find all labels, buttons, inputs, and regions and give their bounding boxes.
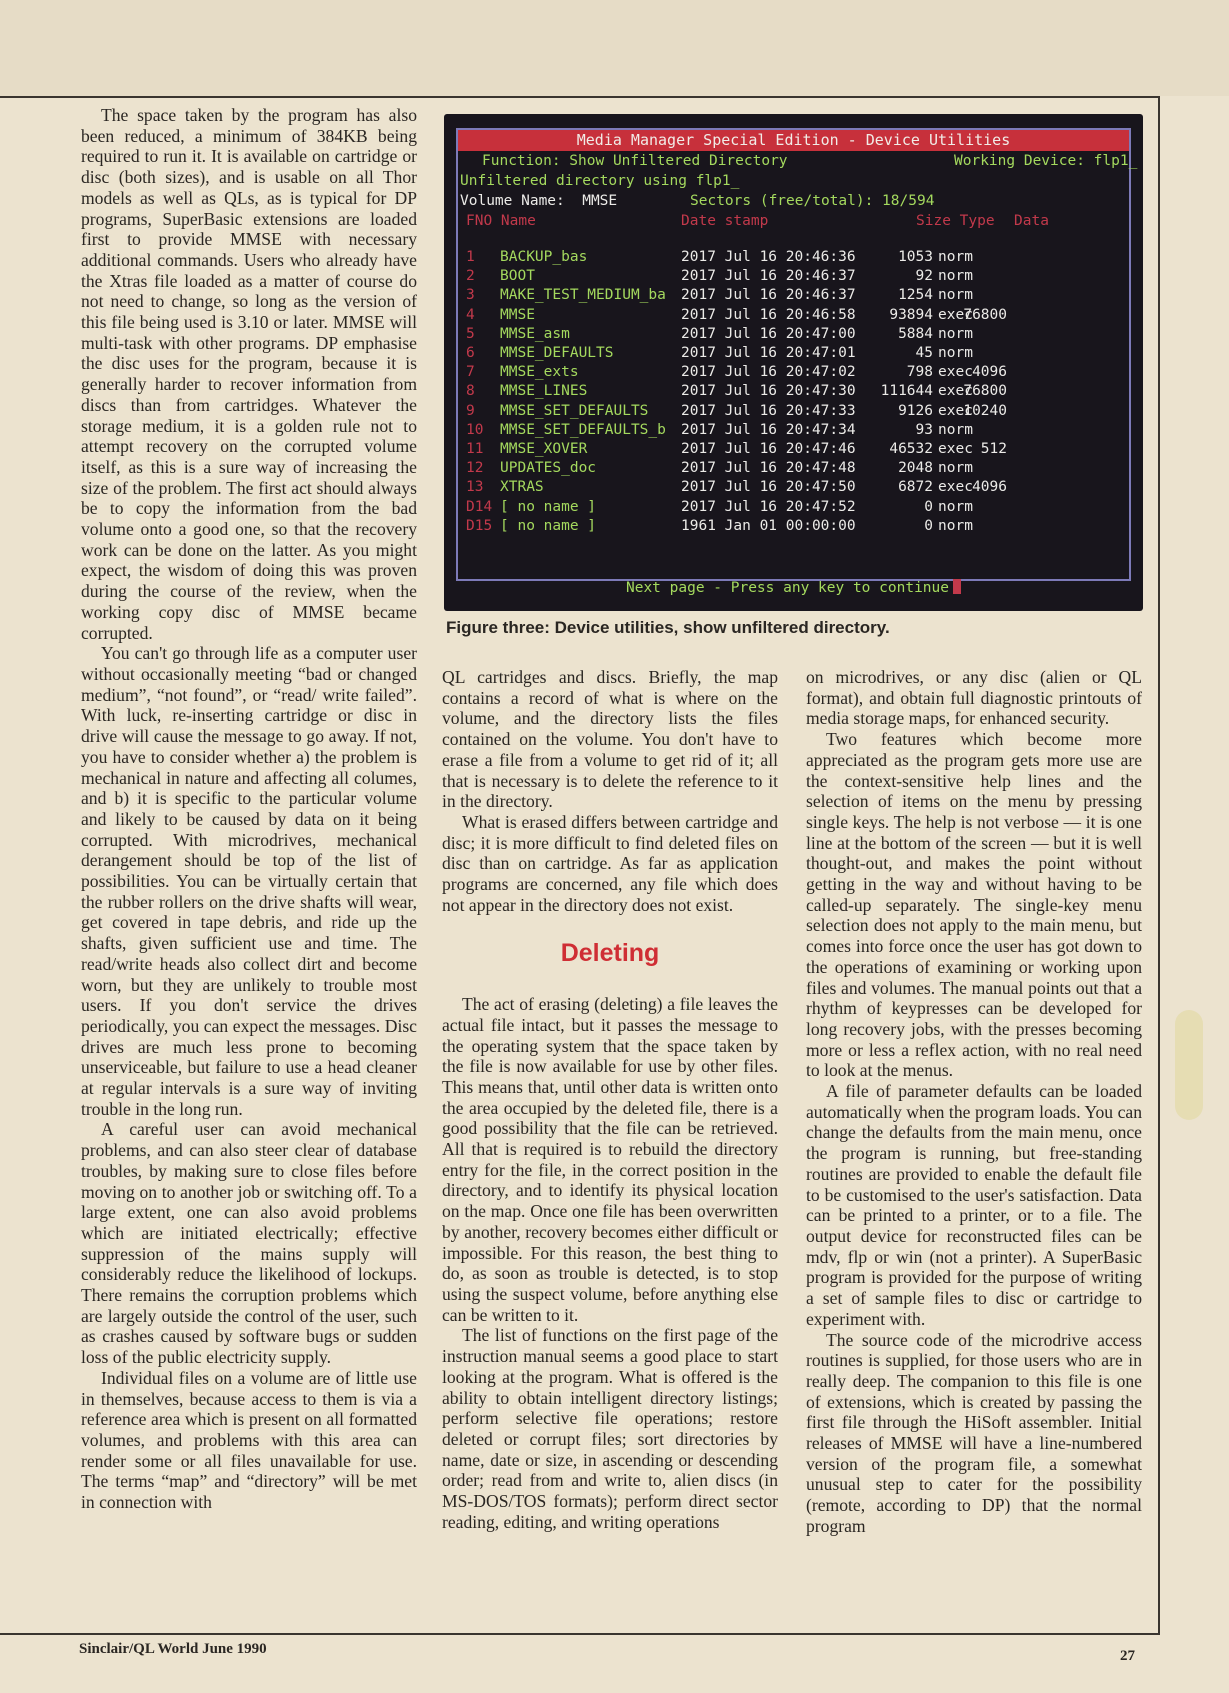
file-name: MMSE_XOVER	[500, 441, 588, 457]
file-type: norm	[938, 325, 973, 342]
file-name: MMSE_SET_DEFAULTS	[500, 402, 649, 419]
paragraph: A file of parameter defaults can be loaded automatically when the program loads. You can change the defaults from the main menu, once the program is running, but free-standing routines are provided to enable the default file to be customised to the user's satisfaction. Data can be printed to a printer, or to a file. The output device for reconstructed files can be mdv, flp or win (not a printer). A SuperBasic program is provided for the purpose of writing a set of sample files to disc or cartridge to experiment with.	[806, 1081, 1142, 1329]
file-date: 2017 Jul 16 20:47:01	[681, 345, 856, 361]
paragraph: You can't go through life as a computer user without occasionally meeting “bad or changed medium”, “not found”, or “read/ write failed”. With luck, re-inserting cartridge or disc in drive will cause the message to go away. If not, you have to consider whether a) the problem is mechanical in nature and affecting all columes, and b) it is specific to the particular volume and likely to be caused by data on it being corrupted. With microdrives, mechanical derangement should be top of the list of possibilities. You can be virtually certain that the rubber rollers on the drive shafts will wear, get covered in tape debris, and ride up the shafts, given sufficient use and time. The read/write heads also collect dirt and become worn, but they are unlikely to trouble most users. If you don't service the drives periodically, you can expect the messages. Disc drives are much less prone to becoming unserviceable, but failure to use a head cleaner at regular intervals is a sure way of inviting trouble in the long run.	[81, 643, 417, 1119]
paragraph: What is erased differs between cartridge and disc; it is more difficult to find deleted files on disc than on cartridge. As far as application programs are concerned, any file which does not appear in the directory does not exist.	[442, 811, 778, 915]
file-name: [ no name ]	[500, 498, 597, 515]
file-type: exec	[938, 402, 973, 419]
file-date: 2017 Jul 16 20:47:46	[681, 441, 856, 457]
file-type: exec	[938, 441, 973, 457]
paragraph: The source code of the microdrive access routines is supplied, for those users who are in really deep. The companion to this file is one of extensions, which is created by passing the first file through the HiSoft assembler. Initial releases of MMSE will have a line-numbered version of the program file, a somewhat unusual step to cater for the possibility (remote, according to DP) that the normal program	[806, 1329, 1142, 1536]
volume-name: Volume Name: MMSE	[460, 193, 618, 209]
file-number: 9	[466, 402, 475, 419]
file-size: 92	[915, 268, 933, 285]
file-number: 10	[466, 421, 484, 438]
file-size: 9126	[898, 402, 933, 419]
paragraph: The act of erasing (deleting) a file leaves the actual file intact, but it passes the message to the operating system that the space taken by the file is now available for use by other files. This means that, until other data is written onto the area occupied by the deleted file, there is a good possibility that the file can be retrieved. All that is required is to rebuild the directory entry for the file, in the correct position in the directory, and to identify its physical location on the map. Once one file has been overwritten by another, recovery becomes either difficult or impossible. For this reason, the best thing to do, as soon as trouble is detected, is to stop using the suspect volume, before anything else can be written to it.	[442, 994, 778, 1325]
file-date: 2017 Jul 16 20:47:34	[681, 421, 856, 438]
file-type: exec	[938, 383, 973, 400]
file-date: 2017 Jul 16 20:46:36	[681, 249, 856, 265]
file-type: norm	[938, 421, 973, 438]
file-date: 1961 Jan 01 00:00:00	[681, 517, 856, 534]
file-date: 2017 Jul 16 20:47:02	[681, 364, 856, 381]
column-3	[806, 667, 1142, 1537]
paragraph: The list of functions on the first page of the instruction manual seems a good place to start looking at the program. What is offered is the ability to obtain intelligent directory listings; perform selective file operations; restore deleted or corrupt files; sort directories by name, date or size, in ascending or descending order; read from and write to, alien discs (in MS-DOS/TOS formats); perform direct sector reading, editing, and writing operations	[442, 1325, 778, 1532]
screen-title-bar: Media Manager Special Edition - Device Utilities	[458, 130, 1129, 151]
footer-hint-text: Next page - Press any key to continue	[625, 580, 949, 596]
file-number: 7	[466, 364, 475, 381]
file-type: exec	[938, 306, 973, 323]
file-number: 4	[466, 306, 475, 323]
file-name: MMSE_exts	[500, 364, 579, 381]
file-name: BACKUP_bas	[500, 249, 588, 265]
paragraph: Two features which become more appreciated as the program gets more use are the context-sensitive help lines and the selection of items on the menu by pressing single keys. The help is not verbose — it is one line at the bottom of the screen — but it is well thought-out, and makes the point without getting in the way and without having to be called-up separately. The single-key menu selection does not apply to the main menu, but comes into force once the user has got down to the operations of examining or working upon files and volumes. The manual points out that a rhythm of keypresses can be developed for long recovery jobs, with the presses becoming more or less a reflex action, with no real need to look at the menus.	[806, 729, 1142, 1081]
file-name: MMSE	[500, 306, 535, 323]
file-name: UPDATES_doc	[500, 460, 597, 477]
text-cursor	[953, 579, 961, 594]
file-number: 1	[466, 249, 475, 265]
file-number: D15	[466, 517, 493, 534]
file-name: XTRAS	[500, 479, 544, 496]
file-name: MMSE_asm	[500, 325, 570, 342]
file-number: 5	[466, 325, 475, 342]
file-type: exec	[938, 364, 973, 381]
file-date: 2017 Jul 16 20:47:33	[681, 402, 856, 419]
file-type: norm	[938, 287, 973, 304]
working-device: Working Device: flp1_	[954, 153, 1138, 169]
file-type: norm	[938, 268, 973, 285]
screen-footer-hint	[444, 579, 1143, 596]
paragraph: A careful user can avoid mechanical problems, and can also steer clear of database troubles, by making sure to close files before moving on to another job or switching off. To a large extent, one can also avoid problems which are initiated electrically; effective suppression of the mains supply will considerably reduce the likelihood of lockups. There remains the corruption problems which are largely outside the control of the user, such as crashes caused by software bugs or sudden loss of the public electricity supply.	[81, 1119, 417, 1368]
file-size: 0	[924, 517, 933, 534]
file-date: 2017 Jul 16 20:46:37	[681, 268, 856, 285]
file-type: norm	[938, 249, 973, 265]
file-size: 5884	[898, 325, 933, 342]
file-date: 2017 Jul 16 20:47:52	[681, 498, 856, 515]
column-2	[442, 667, 778, 1532]
file-size: 798	[906, 364, 933, 381]
header-size-type: Size Type	[916, 213, 995, 229]
file-data: 76800	[963, 383, 1007, 400]
paragraph: QL cartridges and discs. Briefly, the map contains a record of what is where on the volume, and the directory lists the files contained on the volume. You don't have to erase a file from a volume to get rid of it; all that is necessary is to delete the reference to it in the directory.	[442, 667, 778, 812]
figure-caption: Figure three: Device utilities, show unfiltered directory.	[446, 618, 890, 637]
file-size: 1254	[898, 287, 933, 304]
file-data: 512	[980, 441, 1007, 457]
header-data: Data	[1014, 213, 1049, 229]
file-type: norm	[938, 517, 973, 534]
file-number: 13	[466, 479, 484, 496]
file-name: [ no name ]	[500, 517, 597, 534]
file-size: 111644	[880, 383, 933, 400]
screen-subtitle: Unfiltered directory using flp1_	[460, 173, 740, 189]
file-name: MMSE_DEFAULTS	[500, 345, 614, 361]
file-size: 6872	[898, 479, 933, 496]
file-size: 93	[915, 421, 933, 438]
paragraph: Individual files on a volume are of little use in themselves, because access to them is via a reference area which is present on all formatted volumes, and problems with this area can render some or all files unavailable for use. The terms “map” and “directory” will be met in connection with	[81, 1367, 417, 1513]
file-size: 93894	[889, 306, 933, 323]
file-type: norm	[938, 345, 973, 361]
file-data: 76800	[963, 306, 1007, 323]
page-number: 27	[1120, 1648, 1135, 1664]
column-1	[81, 105, 417, 1513]
file-name: MAKE_TEST_MEDIUM_ba	[500, 287, 666, 304]
screen-figure	[444, 114, 1143, 611]
file-date: 2017 Jul 16 20:47:00	[681, 325, 856, 342]
sectors-info: Sectors (free/total): 18/594	[690, 193, 935, 209]
file-number: 11	[466, 441, 484, 457]
file-name: BOOT	[500, 268, 535, 285]
file-type: norm	[938, 498, 973, 515]
file-size: 2048	[898, 460, 933, 477]
section-heading: Deleting	[560, 939, 660, 968]
file-number: 2	[466, 268, 475, 285]
file-date: 2017 Jul 16 20:47:50	[681, 479, 856, 496]
file-size: 0	[924, 498, 933, 515]
publication-footer: Sinclair/QL World June 1990	[79, 1641, 267, 1657]
file-data: 10240	[963, 402, 1007, 419]
file-number: 3	[466, 287, 475, 304]
file-type: exec	[938, 479, 973, 496]
file-size: 45	[915, 345, 933, 361]
file-number: D14	[466, 498, 493, 515]
file-date: 2017 Jul 16 20:47:30	[681, 383, 856, 400]
file-number: 8	[466, 383, 475, 400]
file-date: 2017 Jul 16 20:47:48	[681, 460, 856, 477]
file-data: 4096	[972, 479, 1007, 496]
file-data: 4096	[972, 364, 1007, 381]
header-date: Date stamp	[681, 213, 769, 229]
file-name: MMSE_SET_DEFAULTS_b	[500, 421, 666, 438]
file-number: 12	[466, 460, 484, 477]
file-date: 2017 Jul 16 20:46:37	[681, 287, 856, 304]
file-date: 2017 Jul 16 20:46:58	[681, 306, 856, 323]
paper-stain	[1175, 1010, 1203, 1120]
function-line: Function: Show Unfiltered Directory	[482, 153, 788, 169]
page-margin-top	[0, 0, 1229, 96]
file-type: norm	[938, 460, 973, 477]
paragraph: on microdrives, or any disc (alien or QL format), and obtain full diagnostic printouts of media storage maps, for enhanced security.	[806, 667, 1142, 729]
header-fno-name: FNO Name	[466, 213, 536, 229]
file-size: 1053	[898, 249, 933, 265]
file-size: 46532	[889, 441, 933, 457]
file-number: 6	[466, 345, 475, 361]
file-name: MMSE_LINES	[500, 383, 588, 400]
paragraph: The space taken by the program has also been reduced, a minimum of 384KB being required to run it. It is available on cartridge or disc (both sizes), and is usable on all Thor models as well as QLs, as is typical for DP programs, SuperBasic extensions are loaded first to provide MMSE with necessary additional commands. Users who already have the Xtras file loaded as a matter of course do not need to change, so long as the version of this file being used is 3.10 or later. MMSE will multi-task with other programs. DP emphasise the disc uses for the program, because it is generally harder to recover information from discs than from cartridges. Whatever the storage medium, it is a golden rule not to attempt recovery on the corrupted volume itself, as this is a sure way of increasing the size of the problem. The first act should always be to copy the information from the bad volume onto a good one, so that the recovery work can be done on the latter. As you might expect, the wisdom of doing this was proven during the course of the review, when the working copy disc of MMSE became corrupted.	[81, 105, 417, 643]
